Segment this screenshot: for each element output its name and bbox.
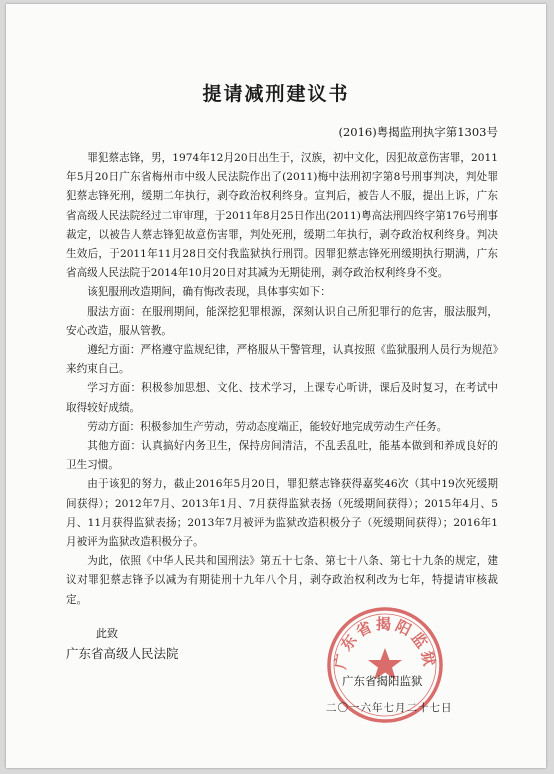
signature-organization: 广东省揭阳监狱 <box>342 674 423 688</box>
document-page <box>6 4 546 768</box>
paragraph-study: 学习方面：积极参加思想、文化、技术学习，上课专心听讲，课后及时复习，在考试中取得较好成绩。 <box>66 382 498 414</box>
document-number: (2016)粤揭监刑执字第1303号 <box>338 125 498 139</box>
paragraph-recommendation: 为此，依照《中华人民共和国刑法》第五十七条、第七十八条、第七十九条的规定，建议对罪犯蔡志锋予以减为有期徒刑十九年八个月，剥夺政治权利改为七年，特提请审核裁定。 <box>66 555 498 606</box>
paragraph-other: 其他方面：认真搞好内务卫生，保持房间清洁，不乱丢乱吐，能基本做到和养成良好的卫生习惯。 <box>66 440 498 472</box>
closing-line-cizhi: 此致 <box>96 627 118 640</box>
paragraph-discipline: 遵纪方面：严格遵守监规纪律，严格服从干警管理，认真按照《监狱服刑人员行为规范》来约束自己。 <box>66 344 498 376</box>
signature-date: 二〇一六年七月二十七日 <box>326 702 453 714</box>
closing-recipient: 广东省高级人民法院 <box>66 646 179 661</box>
paragraph-intro: 该犯服刑改造期间，确有悔改表现，具体事实如下： <box>87 286 331 299</box>
document-title: 提请减刑建议书 <box>202 83 350 105</box>
paragraph-case-facts: 罪犯蔡志锋，男，1974年12月20日出生于，汉族，初中文化，因犯故意伤害罪，2011年5月20日广东省梅州市中级人民法院作出了(2011)梅中法刑初字第8号刑事判决，判处罪犯蔡志锋死刑，缓期二年执行，剥夺政治权利终身。宣判后，被告人不服，提出上诉，广东省高级人民法院经过二审审理，于2011年8月25日作出(2011)粤高法刑四终字第176号刑事裁定，以被告人蔡志锋犯故意伤害罪，判处死刑，缓期二年执行，剥夺政治权利终身。判决生效后，于2011年11月28日交付我监狱执行刑罚。因罪犯蔡志锋死刑缓期执行期满，广东省高级人民法院于2014年10月20日对其减为无期徒刑，剥夺政治权利终身不变。 <box>66 152 498 280</box>
paragraph-law-abiding: 服法方面：在服刑期间，能深挖犯罪根源，深刻认识自己所犯罪行的危害，服法服判，安心改造，服从管教。 <box>66 305 498 337</box>
closing-salutation <box>66 624 179 664</box>
paragraph-labor: 劳动方面：积极参加生产劳动，劳动态度端正，能较好地完成劳动生产任务。 <box>87 420 448 433</box>
paragraph-rewards: 由于该犯的努力，截止2016年5月20日，罪犯蔡志锋获得嘉奖46次（其中19次死缓期间获得）；2012年7月、2013年1月、7月获得监狱表扬（死缓期间获得）；2015年4月、5月、11月获得监狱表扬；2013年7月被评为监狱改造积极分子（死缓期间获得）；2016年1月被评为监狱改造积极分子。 <box>66 478 498 549</box>
svg-text:广东省揭阳监狱: 广东省揭阳监狱 <box>331 615 439 671</box>
document-body <box>66 149 498 610</box>
